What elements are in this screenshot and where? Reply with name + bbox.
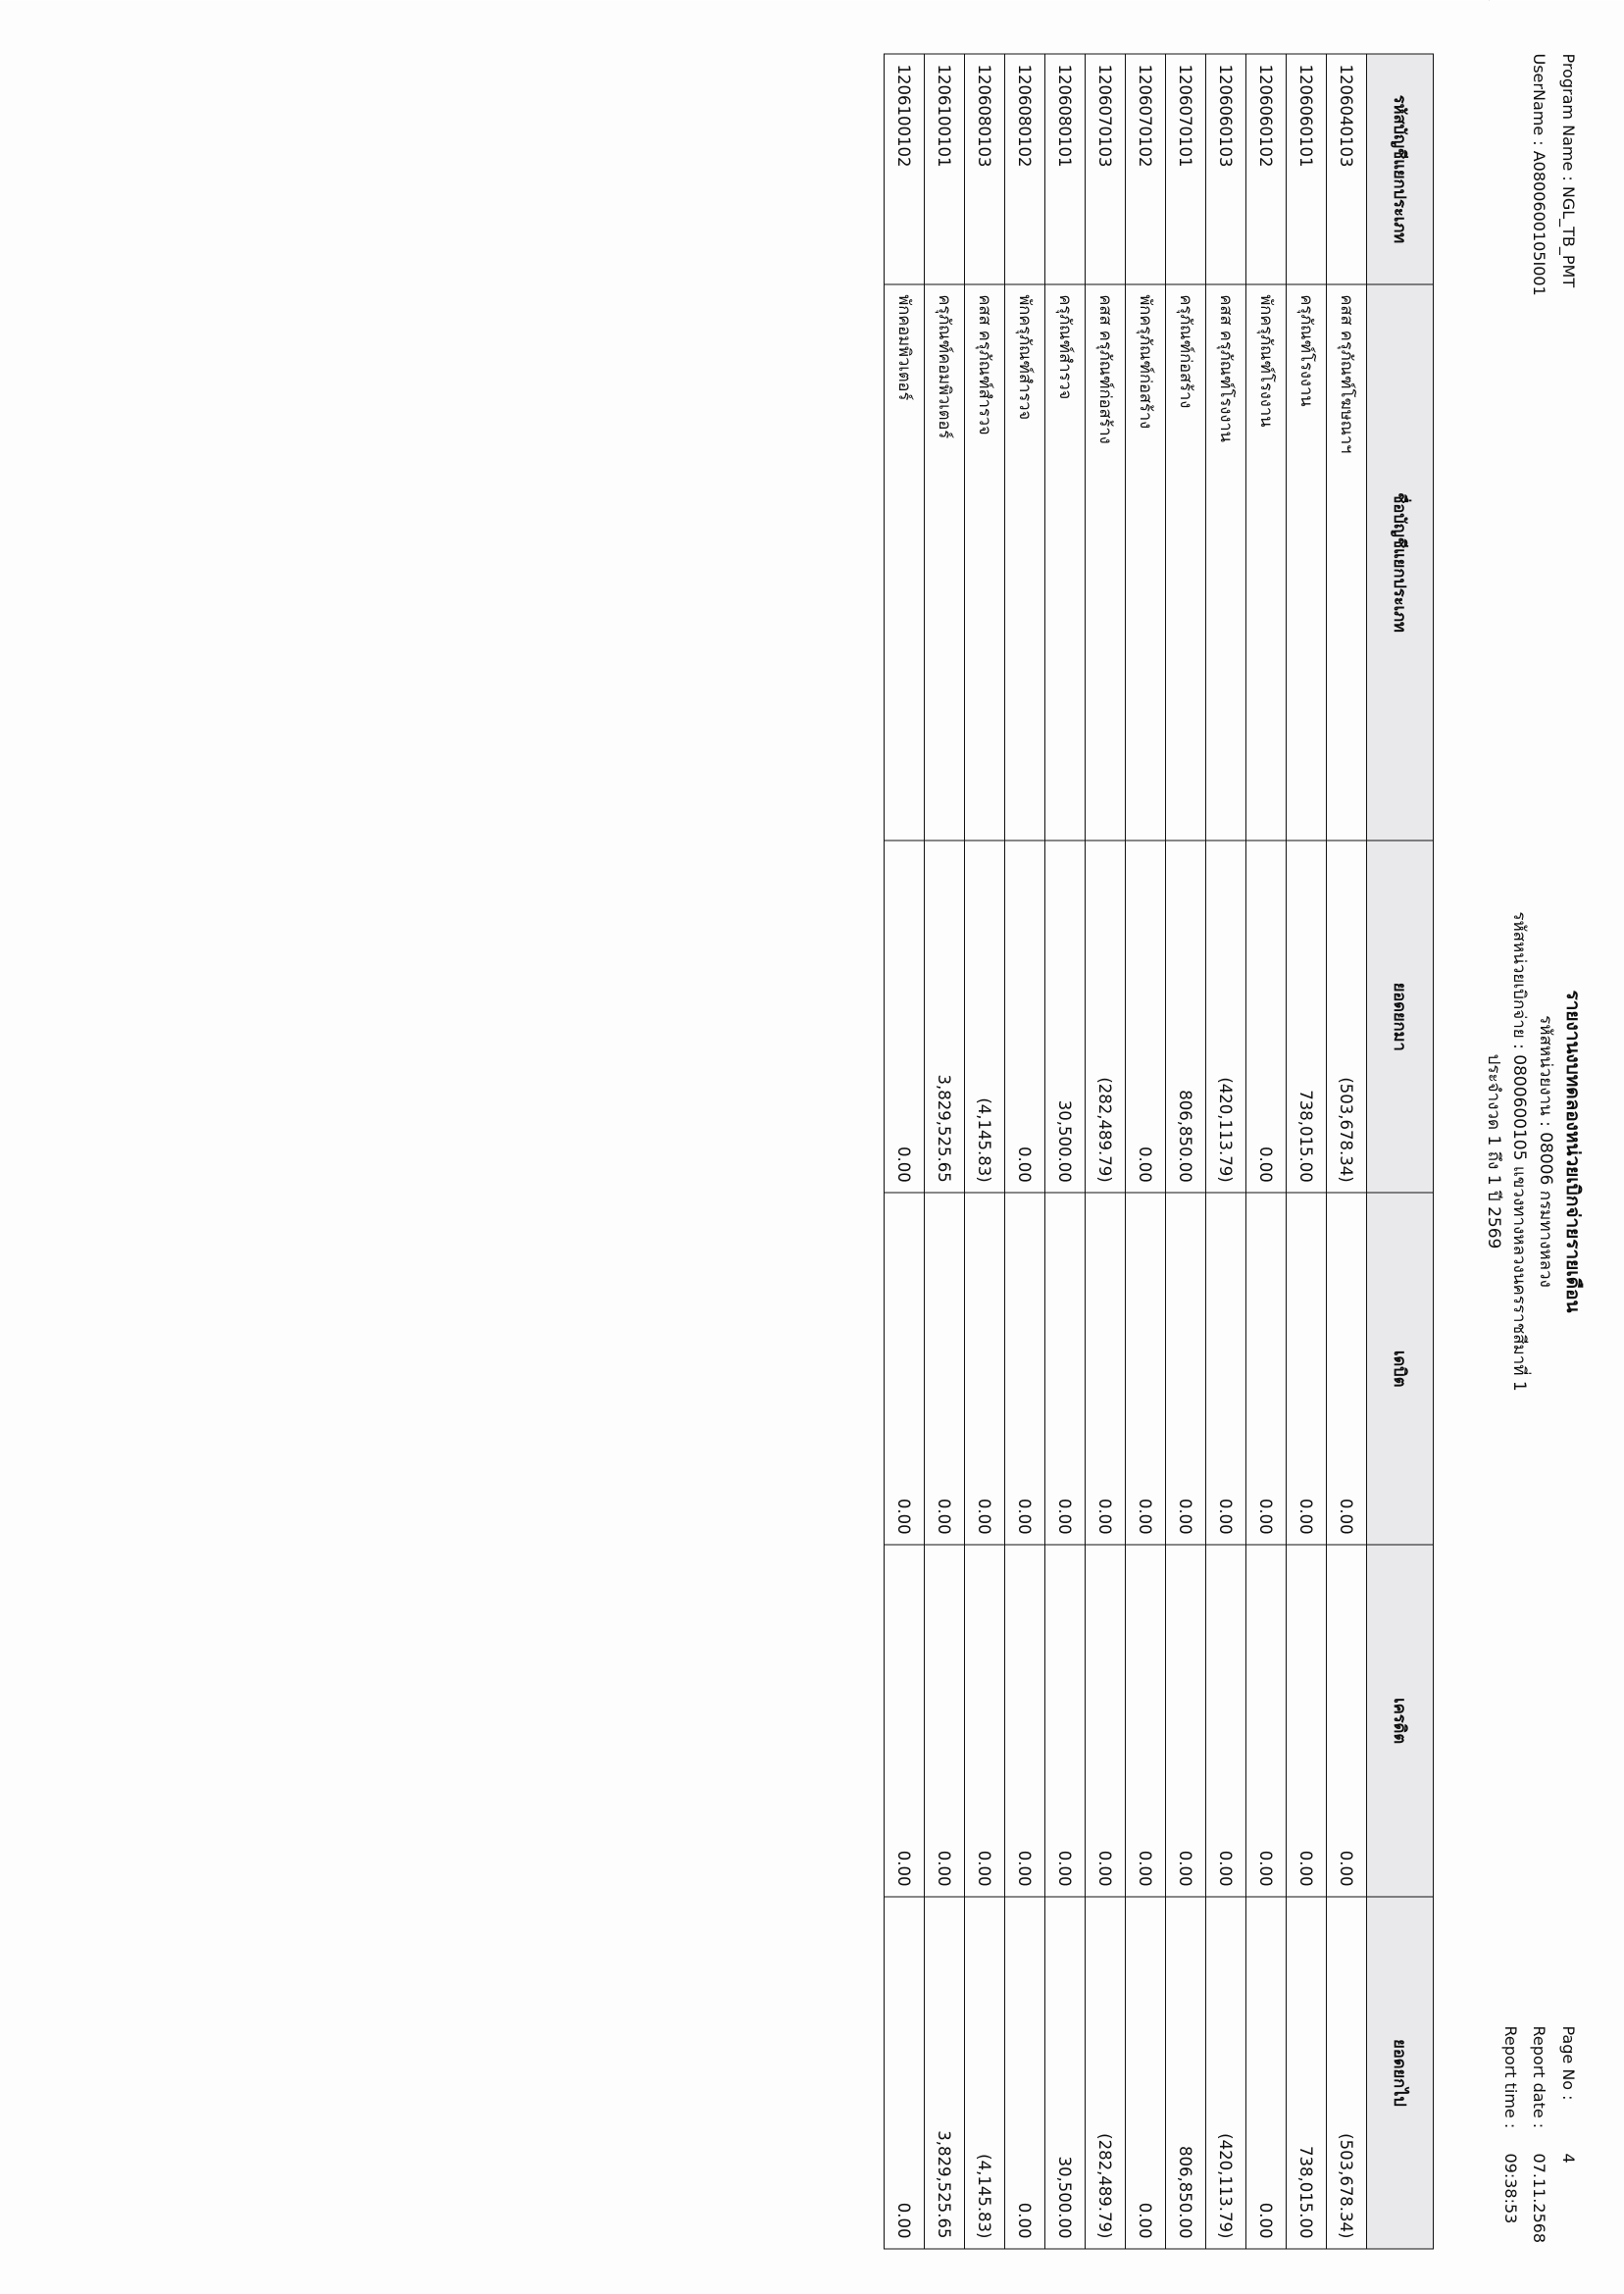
program-name: Program Name : NGL_TB_PMT [1559,53,1578,287]
cell-debit: 0.00 [1166,1193,1206,1545]
page-no-label: Page No : [1559,2025,1578,2101]
cell-credit: 0.00 [1246,1545,1287,1897]
cell-opening-balance: 738,015.00 [1287,841,1327,1193]
col-header-code: รหัสบัญชีแยกประเภท [1367,54,1434,284]
cell-account-code: 1206080103 [965,54,1005,284]
cell-account-name: พักคอมพิวเตอร์ [885,283,925,840]
table-row [1045,54,1086,2249]
cell-debit: 0.00 [885,1193,925,1545]
cell-debit: 0.00 [1045,1193,1086,1545]
cell-opening-balance: 0.00 [885,841,925,1193]
cell-credit: 0.00 [1086,1545,1126,1897]
cell-account-code: 1206100102 [885,54,925,284]
table-row [1206,54,1246,2249]
cell-debit: 0.00 [1206,1193,1246,1545]
cell-closing-balance: (282,489.79) [1086,1897,1126,2249]
cell-account-code: 1206060101 [1287,54,1327,284]
col-header-debit: เดบิต [1367,1193,1434,1545]
cell-debit: 0.00 [965,1193,1005,1545]
cell-credit: 0.00 [1005,1545,1045,1897]
cell-credit: 0.00 [1045,1545,1086,1897]
report-date-value: 07.11.2568 [1530,2153,1549,2243]
cell-closing-balance: 30,500.00 [1045,1897,1086,2249]
cell-account-name: คสส ครุภัณฑ์สำรวจ [965,283,1005,840]
cell-credit: 0.00 [1287,1545,1327,1897]
cell-closing-balance: 0.00 [1126,1897,1166,2249]
cell-debit: 0.00 [1086,1193,1126,1545]
report-header [1440,53,1587,2249]
cell-opening-balance: (282,489.79) [1086,841,1126,1193]
header-right-block [1496,2025,1583,2243]
table-header-row [1367,54,1434,2249]
table-row [885,54,925,2249]
cell-closing-balance: 3,829,525.65 [925,1897,965,2249]
cell-opening-balance: 0.00 [1246,841,1287,1193]
cell-account-code: 1206040103 [1327,54,1367,284]
cell-account-name: ครุภัณฑ์โรงงาน [1287,283,1327,840]
table-row [1086,54,1126,2249]
cell-opening-balance: (420,113.79) [1206,841,1246,1193]
cell-account-name: พักครุภัณฑ์โรงงาน [1246,283,1287,840]
cell-account-code: 1206070102 [1126,54,1166,284]
user-name: UserName : A0800600105I001 [1530,53,1549,296]
page-no-row [1553,2025,1583,2243]
report-date-label: Report date : [1530,2025,1549,2128]
cell-account-code: 1206070103 [1086,54,1126,284]
cell-opening-balance: (4,145.83) [965,841,1005,1193]
report-unit: รหัสหน่วยงาน : 08006 กรมทางหลวง [1535,1014,1555,1288]
cell-account-code: 1206060102 [1246,54,1287,284]
cell-opening-balance: 806,850.00 [1166,841,1206,1193]
cell-debit: 0.00 [925,1193,965,1545]
cell-credit: 0.00 [965,1545,1005,1897]
cell-debit: 0.00 [1327,1193,1367,1545]
table-row [965,54,1005,2249]
cell-closing-balance: 738,015.00 [1287,1897,1327,2249]
report-period: ประจำงวด 1 ถึง 1 ปี 2569 [1483,1053,1503,1249]
cell-account-name: คสส ครุภัณฑ์ก่อสร้าง [1086,283,1126,840]
table-row [1327,54,1367,2249]
cell-closing-balance: (4,145.83) [965,1897,1005,2249]
cell-account-code: 1206060103 [1206,54,1246,284]
cell-debit: 0.00 [1287,1193,1327,1545]
table-row [1126,54,1166,2249]
col-header-closing: ยอดยกไป [1367,1897,1434,2249]
table-row [1005,54,1045,2249]
report-area: รหัสหน่วยเบิกจ่าย : 0800600105 แขวงทางหลวงนครราชสีมาที่ 1 [1509,910,1530,1392]
cell-debit: 0.00 [1246,1193,1287,1545]
cell-closing-balance: (503,678.34) [1327,1897,1367,2249]
report-time-row [1496,2025,1525,2243]
col-header-credit: เครดิต [1367,1545,1434,1897]
cell-closing-balance: 806,850.00 [1166,1897,1206,2249]
trial-balance-table [884,53,1434,2249]
cell-opening-balance: 0.00 [1005,841,1045,1193]
cell-account-name: พักครุภัณฑ์สำรวจ [1005,283,1045,840]
cell-account-code: 1206080102 [1005,54,1045,284]
col-header-name: ชื่อบัญชีแยกประเภท [1367,283,1434,840]
cell-closing-balance: (420,113.79) [1206,1897,1246,2249]
cell-credit: 0.00 [1206,1545,1246,1897]
report-time-label: Report time : [1500,2025,1520,2128]
cell-opening-balance: (503,678.34) [1327,841,1367,1193]
report-date-row [1525,2025,1554,2243]
table-row [1166,54,1206,2249]
table-body [885,54,1367,2249]
cell-account-code: 1206070101 [1166,54,1206,284]
report-title: รายงานงบทดลองหน่วยเบิกจ่ายรายเดือน [1562,989,1584,1313]
header-left-block [1525,53,1583,295]
cell-credit: 0.00 [1327,1545,1367,1897]
report-time-value: 09:38:53 [1500,2153,1520,2223]
cell-account-name: คสส ครุภัณฑ์โรงงาน [1206,283,1246,840]
col-header-opening: ยอดยกมา [1367,841,1434,1193]
cell-credit: 0.00 [885,1545,925,1897]
cell-closing-balance: 0.00 [1005,1897,1045,2249]
cell-credit: 0.00 [1166,1545,1206,1897]
cell-opening-balance: 3,829,525.65 [925,841,965,1193]
table-row [1246,54,1287,2249]
cell-account-name: ครุภัณฑ์สำรวจ [1045,283,1086,840]
cell-credit: 0.00 [925,1545,965,1897]
cell-account-code: 1206080101 [1045,54,1086,284]
cell-opening-balance: 30,500.00 [1045,841,1086,1193]
page-no-value: 4 [1559,2153,1578,2164]
cell-account-name: ครุภัณฑ์คอมพิวเตอร์ [925,283,965,840]
cell-credit: 0.00 [1126,1545,1166,1897]
cell-debit: 0.00 [1005,1193,1045,1545]
cell-closing-balance: 0.00 [885,1897,925,2249]
header-center-block [1481,53,1587,2249]
cell-debit: 0.00 [1126,1193,1166,1545]
cell-account-code: 1206100101 [925,54,965,284]
table-row [925,54,965,2249]
cell-opening-balance: 0.00 [1126,841,1166,1193]
cell-account-name: ครุภัณฑ์ก่อสร้าง [1166,283,1206,840]
cell-account-name: คสส ครุภัณฑ์โฆษณาฯ [1327,283,1367,840]
cell-closing-balance: 0.00 [1246,1897,1287,2249]
cell-account-name: พักครุภัณฑ์ก่อสร้าง [1126,283,1166,840]
table-row [1287,54,1327,2249]
